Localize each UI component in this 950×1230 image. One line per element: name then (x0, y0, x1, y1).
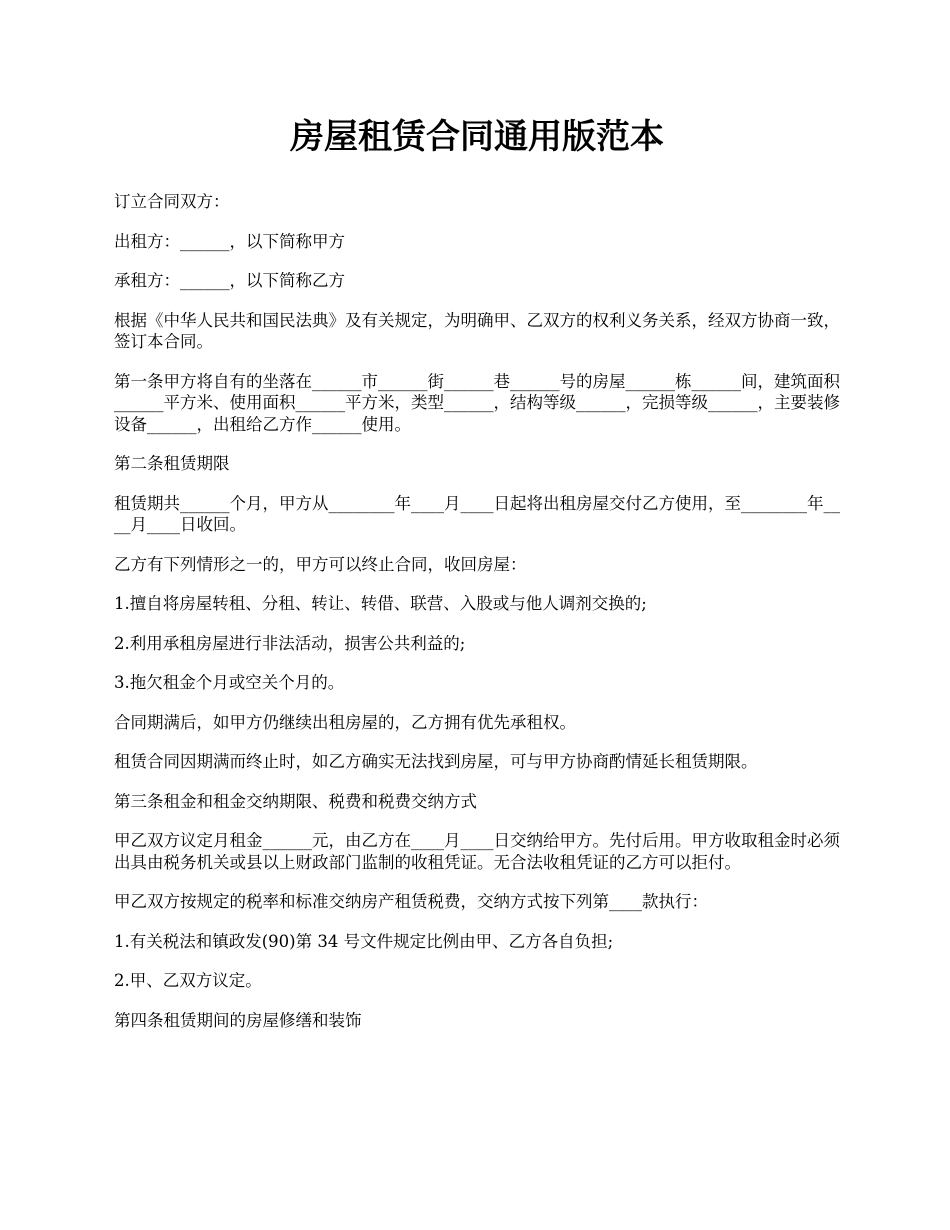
paragraph-lessee: 承租方：______，以下简称乙方 (114, 271, 345, 290)
paragraph-priority-renewal: 合同期满后，如甲方仍继续出租房屋的，乙方拥有优先承租权。 (114, 712, 576, 732)
list-item-tax-2: 2.甲、乙双方议定。 (114, 971, 262, 990)
paragraph-tax-payment: 甲乙双方按规定的税率和标准交纳房产租赁税费，交纳方式按下列第____款执行： (114, 892, 708, 911)
paragraph-lessor: 出租方：______，以下简称甲方 (114, 231, 345, 251)
list-item-termination-3: 3.拖欠租金个月或空关个月的。 (114, 673, 345, 692)
heading-article-4: 第四条租赁期间的房屋修缮和装饰 (114, 1010, 362, 1030)
list-item-termination-2: 2.利用承租房屋进行非法活动，损害公共利益的; (114, 633, 466, 653)
list-item-termination-1: 1.擅自将房屋转租、分租、转让、转借、联营、入股或与他人调剂交换的; (114, 594, 647, 613)
paragraph-termination-conditions: 乙方有下列情形之一的，甲方可以终止合同，收回房屋： (114, 554, 527, 574)
paragraph-rent-payment: 甲乙双方议定月租金______元，由乙方在____月____日交纳给甲方。先付后用。甲方收取租金时必须出具由税务机关或县以上财政部门监制的收租凭证。无合法收租凭证的乙方可以拒付。 (114, 831, 840, 872)
list-item-tax-1: 1.有关税法和镇政发(90)第 34 号文件规定比例由甲、乙方各自负担; (114, 931, 614, 951)
document-title: 房屋租赁合同通用版范本 (290, 117, 664, 157)
paragraph-parties-intro: 订立合同双方： (114, 192, 230, 211)
paragraph-article-1: 第一条甲方将自有的坐落在______市______街______巷______号的房屋______栋______间，建筑面积______平方米、使用面积______平方米，类型______，结构等级______，完损等级______，主要装修设备______，出租给乙方作______使用。 (114, 371, 840, 434)
paragraph-term-extension: 租赁合同因期满而终止时，如乙方确实无法找到房屋，可与甲方协商酌情延长租赁期限。 (114, 752, 758, 771)
paragraph-lease-term: 租赁期共______个月，甲方从________年____月____日起将出租房屋交付乙方使用，至________年____月____日收回。 (114, 493, 840, 534)
heading-article-3: 第三条租金和租金交纳期限、税费和税费交纳方式 (114, 791, 477, 811)
heading-article-2: 第二条租赁期限 (114, 454, 230, 473)
paragraph-legal-basis: 根据《中华人民共和国民法典》及有关规定，为明确甲、乙双方的权利义务关系，经双方协商一致，签订本合同。 (114, 310, 840, 351)
